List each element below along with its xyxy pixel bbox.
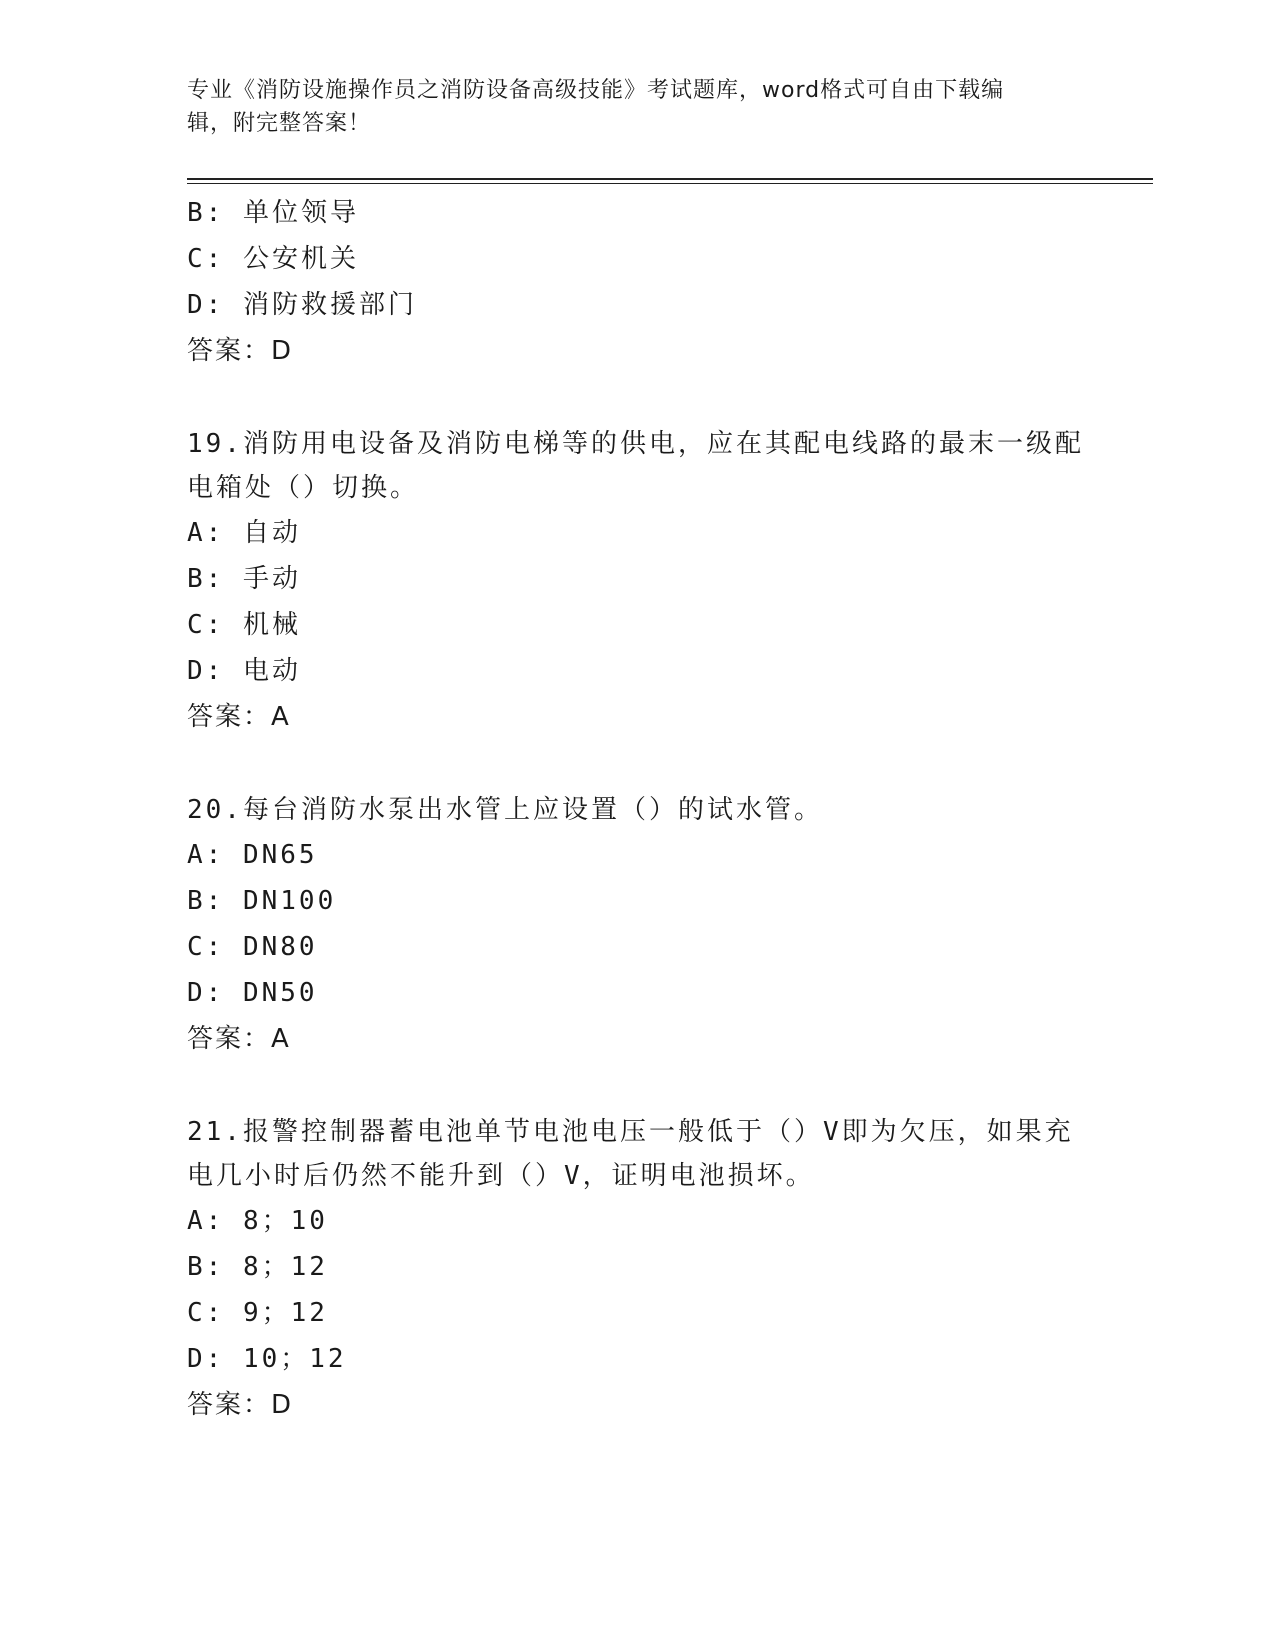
document-header	[187, 74, 1087, 140]
header-line-2: 辑，附完整答案！	[187, 111, 372, 136]
answer-line: 答案：D	[187, 1390, 294, 1420]
option-a: A: 8；10	[187, 1206, 328, 1236]
question-stem-line: 21.报警控制器蓄电池单节电池电压一般低于（）V即为欠压，如果充	[187, 1117, 1074, 1147]
option-b: B: DN100	[187, 886, 337, 916]
option-b: B: 单位领导	[187, 198, 359, 228]
option-b: B: 手动	[187, 564, 301, 594]
option-a: A: DN65	[187, 840, 318, 870]
option-c: C: 9；12	[187, 1298, 328, 1328]
option-b: B: 8；12	[187, 1252, 328, 1282]
option-d: D: 消防救援部门	[187, 290, 417, 320]
header-divider-thick	[187, 178, 1153, 180]
answer-line: 答案：A	[187, 702, 291, 732]
answer-line: 答案：A	[187, 1024, 291, 1054]
header-divider-thin	[187, 183, 1153, 184]
answer-line: 答案：D	[187, 336, 294, 366]
option-c: C: 机械	[187, 610, 301, 640]
option-d: D: 电动	[187, 656, 301, 686]
header-line-1: 专业《消防设施操作员之消防设备高级技能》考试题库，word格式可自由下载编	[187, 78, 1005, 103]
document-body	[187, 190, 1087, 1428]
option-c: C: 公安机关	[187, 244, 359, 274]
option-c: C: DN80	[187, 932, 318, 962]
option-d: D: DN50	[187, 978, 318, 1008]
question-stem-line: 电箱处（）切换。	[187, 473, 420, 503]
option-a: A: 自动	[187, 518, 301, 548]
question-stem-line: 20.每台消防水泵出水管上应设置（）的试水管。	[187, 795, 823, 825]
question-stem-line: 电几小时后仍然不能升到（）V，证明电池损坏。	[187, 1161, 815, 1191]
option-d: D: 10；12	[187, 1344, 347, 1374]
question-stem-line: 19.消防用电设备及消防电梯等的供电，应在其配电线路的最末一级配	[187, 429, 1084, 459]
